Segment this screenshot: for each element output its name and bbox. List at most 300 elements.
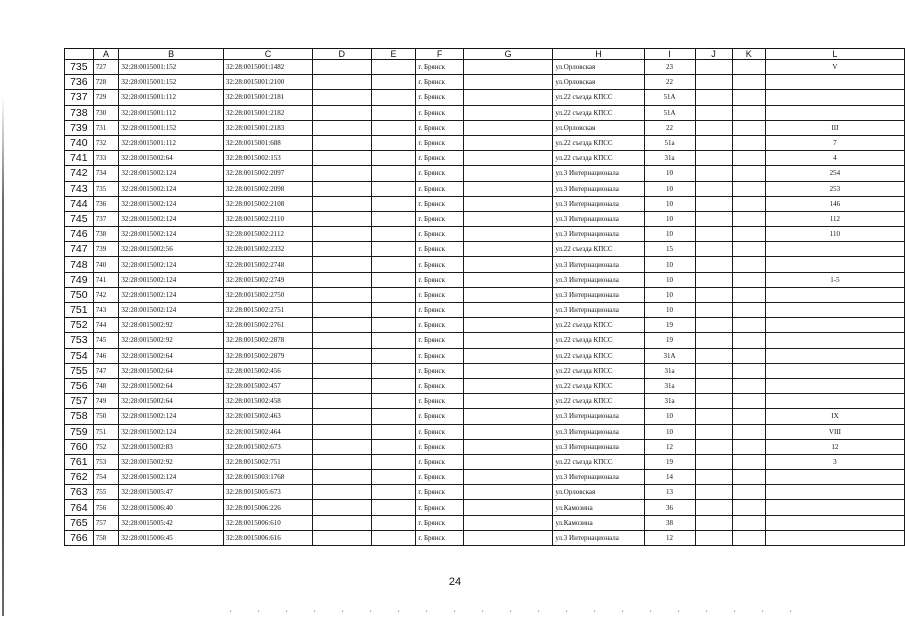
cell-e bbox=[371, 151, 416, 166]
row-number: 745 bbox=[65, 211, 94, 226]
cell-l bbox=[765, 530, 904, 545]
cell-d bbox=[313, 227, 371, 242]
cell-c: 32:28:0015001:2183 bbox=[223, 120, 312, 135]
cell-a: 740 bbox=[93, 257, 119, 272]
cell-i: 36 bbox=[644, 500, 695, 515]
table-row bbox=[65, 363, 905, 378]
table-row bbox=[65, 120, 905, 135]
cell-i: 22 bbox=[644, 75, 695, 90]
cell-l bbox=[765, 394, 904, 409]
cell-j bbox=[695, 363, 732, 378]
cell-j bbox=[695, 120, 732, 135]
cell-b: 32:28:0015002:124 bbox=[119, 287, 224, 302]
cell-e bbox=[371, 181, 416, 196]
row-number: 736 bbox=[65, 75, 94, 90]
cell-c: 32:28:0015002:2097 bbox=[223, 166, 312, 181]
cell-d bbox=[313, 120, 371, 135]
table-row bbox=[65, 303, 905, 318]
cell-f: г. Брянск bbox=[416, 394, 463, 409]
cell-j bbox=[695, 90, 732, 105]
cell-i: 31а bbox=[644, 151, 695, 166]
cell-a: 737 bbox=[93, 211, 119, 226]
cell-e bbox=[371, 530, 416, 545]
cell-g bbox=[463, 363, 552, 378]
cell-a: 744 bbox=[93, 318, 119, 333]
cell-a: 752 bbox=[93, 439, 119, 454]
cell-c: 32:28:0015002:2751 bbox=[223, 303, 312, 318]
table-row bbox=[65, 227, 905, 242]
row-number: 759 bbox=[65, 424, 94, 439]
cell-a: 734 bbox=[93, 166, 119, 181]
row-number: 762 bbox=[65, 470, 94, 485]
cell-d bbox=[313, 181, 371, 196]
cell-c: 32:28:0015005:673 bbox=[223, 485, 312, 500]
cell-b: 32:28:0015002:64 bbox=[119, 378, 224, 393]
cell-h: ул.3 Интернационала bbox=[553, 530, 644, 545]
cell-b: 32:28:0015002:124 bbox=[119, 409, 224, 424]
cell-l: IX bbox=[765, 409, 904, 424]
cell-d bbox=[313, 333, 371, 348]
cell-c: 32:28:0015001:2100 bbox=[223, 75, 312, 90]
cell-h: ул.22 съезда КПСС bbox=[553, 333, 644, 348]
row-number: 764 bbox=[65, 500, 94, 515]
row-number: 738 bbox=[65, 105, 94, 120]
cell-a: 751 bbox=[93, 424, 119, 439]
cell-h: ул.22 съезда КПСС bbox=[553, 394, 644, 409]
table-row bbox=[65, 348, 905, 363]
cell-e bbox=[371, 303, 416, 318]
cell-c: 32:28:0015002:2879 bbox=[223, 348, 312, 363]
cell-c: 32:28:0015006:616 bbox=[223, 530, 312, 545]
cell-f: г. Брянск bbox=[416, 75, 463, 90]
table-row bbox=[65, 196, 905, 211]
cell-k bbox=[732, 394, 765, 409]
cell-a: 756 bbox=[93, 500, 119, 515]
cell-e bbox=[371, 348, 416, 363]
table-row bbox=[65, 151, 905, 166]
row-number: 752 bbox=[65, 318, 94, 333]
cell-i: 10 bbox=[644, 303, 695, 318]
cell-c: 32:28:0015002:2112 bbox=[223, 227, 312, 242]
cell-j bbox=[695, 500, 732, 515]
cell-i: 38 bbox=[644, 515, 695, 530]
cell-f: г. Брянск bbox=[416, 166, 463, 181]
cell-h: ул.Камозина bbox=[553, 515, 644, 530]
cell-h: ул.3 Интернационала bbox=[553, 181, 644, 196]
table-row bbox=[65, 181, 905, 196]
cell-g bbox=[463, 394, 552, 409]
column-header-c: C bbox=[223, 49, 312, 60]
cell-b: 32:28:0015005:47 bbox=[119, 485, 224, 500]
cell-g bbox=[463, 485, 552, 500]
cell-d bbox=[313, 105, 371, 120]
cell-h: ул.3 Интернационала bbox=[553, 272, 644, 287]
row-number: 754 bbox=[65, 348, 94, 363]
cell-i: 10 bbox=[644, 287, 695, 302]
cell-d bbox=[313, 257, 371, 272]
cell-l bbox=[765, 500, 904, 515]
cell-d bbox=[313, 287, 371, 302]
cell-a: 758 bbox=[93, 530, 119, 545]
cell-j bbox=[695, 485, 732, 500]
cell-g bbox=[463, 75, 552, 90]
cell-f: г. Брянск bbox=[416, 181, 463, 196]
row-number: 761 bbox=[65, 454, 94, 469]
row-number: 737 bbox=[65, 90, 94, 105]
cell-e bbox=[371, 394, 416, 409]
cell-a: 743 bbox=[93, 303, 119, 318]
cell-k bbox=[732, 120, 765, 135]
cell-h: ул.3 Интернационала bbox=[553, 196, 644, 211]
cell-a: 733 bbox=[93, 151, 119, 166]
cell-h: ул.3 Интернационала bbox=[553, 303, 644, 318]
column-header-h: H bbox=[553, 49, 644, 60]
cell-c: 32:28:0015002:458 bbox=[223, 394, 312, 409]
cell-l bbox=[765, 485, 904, 500]
cell-a: 747 bbox=[93, 363, 119, 378]
header-corner bbox=[65, 49, 94, 60]
cell-j bbox=[695, 394, 732, 409]
cell-b: 32:28:0015002:124 bbox=[119, 166, 224, 181]
table-row bbox=[65, 530, 905, 545]
cell-g bbox=[463, 287, 552, 302]
cell-a: 728 bbox=[93, 75, 119, 90]
row-number: 758 bbox=[65, 409, 94, 424]
cell-g bbox=[463, 409, 552, 424]
row-number: 756 bbox=[65, 378, 94, 393]
cell-k bbox=[732, 75, 765, 90]
cell-g bbox=[463, 135, 552, 150]
cell-k bbox=[732, 470, 765, 485]
cell-a: 732 bbox=[93, 135, 119, 150]
cell-j bbox=[695, 303, 732, 318]
cell-l bbox=[765, 363, 904, 378]
cell-j bbox=[695, 151, 732, 166]
cell-c: 32:28:0015002:464 bbox=[223, 424, 312, 439]
row-number: 742 bbox=[65, 166, 94, 181]
cell-a: 746 bbox=[93, 348, 119, 363]
table-row bbox=[65, 105, 905, 120]
cell-d bbox=[313, 454, 371, 469]
cell-b: 32:28:0015001:112 bbox=[119, 135, 224, 150]
cell-g bbox=[463, 454, 552, 469]
cell-k bbox=[732, 242, 765, 257]
cell-j bbox=[695, 424, 732, 439]
cell-l: V bbox=[765, 60, 904, 75]
cell-h: ул.3 Интернационала bbox=[553, 257, 644, 272]
cell-k bbox=[732, 363, 765, 378]
cell-g bbox=[463, 303, 552, 318]
cell-d bbox=[313, 394, 371, 409]
cell-l bbox=[765, 378, 904, 393]
cell-k bbox=[732, 166, 765, 181]
cell-h: ул.22 съезда КПСС bbox=[553, 454, 644, 469]
cell-i: 51А bbox=[644, 105, 695, 120]
cell-k bbox=[732, 105, 765, 120]
cell-l: 112 bbox=[765, 211, 904, 226]
cell-k bbox=[732, 181, 765, 196]
cell-c: 32:28:0015001:2181 bbox=[223, 90, 312, 105]
cell-c: 32:28:0015002:2878 bbox=[223, 333, 312, 348]
cell-d bbox=[313, 90, 371, 105]
table-row bbox=[65, 394, 905, 409]
cell-i: 10 bbox=[644, 409, 695, 424]
cell-c: 32:28:0015002:2748 bbox=[223, 257, 312, 272]
cell-e bbox=[371, 90, 416, 105]
cell-b: 32:28:0015002:124 bbox=[119, 424, 224, 439]
cell-d bbox=[313, 211, 371, 226]
cell-l bbox=[765, 105, 904, 120]
cell-l: 12 bbox=[765, 439, 904, 454]
row-number: 739 bbox=[65, 120, 94, 135]
cell-j bbox=[695, 242, 732, 257]
column-header-f: F bbox=[416, 49, 463, 60]
cell-b: 32:28:0015002:56 bbox=[119, 242, 224, 257]
cell-f: г. Брянск bbox=[416, 257, 463, 272]
cell-i: 22 bbox=[644, 120, 695, 135]
cell-e bbox=[371, 120, 416, 135]
cell-k bbox=[732, 409, 765, 424]
cell-e bbox=[371, 166, 416, 181]
column-header-i: I bbox=[644, 49, 695, 60]
cell-g bbox=[463, 120, 552, 135]
cell-a: 749 bbox=[93, 394, 119, 409]
cell-k bbox=[732, 151, 765, 166]
cell-d bbox=[313, 166, 371, 181]
column-header-l: L bbox=[765, 49, 904, 60]
table-row bbox=[65, 424, 905, 439]
cell-f: г. Брянск bbox=[416, 439, 463, 454]
cell-f: г. Брянск bbox=[416, 515, 463, 530]
row-number: 747 bbox=[65, 242, 94, 257]
cell-f: г. Брянск bbox=[416, 151, 463, 166]
row-number: 744 bbox=[65, 196, 94, 211]
cell-k bbox=[732, 515, 765, 530]
cell-e bbox=[371, 227, 416, 242]
cell-i: 19 bbox=[644, 333, 695, 348]
table-row bbox=[65, 135, 905, 150]
cell-e bbox=[371, 257, 416, 272]
cell-h: ул.3 Интернационала bbox=[553, 424, 644, 439]
cell-h: ул.22 съезда КПСС bbox=[553, 135, 644, 150]
cell-b: 32:28:0015002:124 bbox=[119, 211, 224, 226]
row-number: 743 bbox=[65, 181, 94, 196]
cell-j bbox=[695, 454, 732, 469]
cell-c: 32:28:0015002:456 bbox=[223, 363, 312, 378]
cell-i: 31а bbox=[644, 363, 695, 378]
cell-g bbox=[463, 242, 552, 257]
cell-h: ул.Орловская bbox=[553, 75, 644, 90]
cell-c: 32:28:0015002:2098 bbox=[223, 181, 312, 196]
cell-l: 146 bbox=[765, 196, 904, 211]
row-number: 760 bbox=[65, 439, 94, 454]
cell-e bbox=[371, 318, 416, 333]
cell-g bbox=[463, 515, 552, 530]
table-row bbox=[65, 272, 905, 287]
table-row bbox=[65, 378, 905, 393]
cell-j bbox=[695, 196, 732, 211]
cell-b: 32:28:0015001:152 bbox=[119, 75, 224, 90]
cell-f: г. Брянск bbox=[416, 424, 463, 439]
cell-f: г. Брянск bbox=[416, 135, 463, 150]
cell-e bbox=[371, 454, 416, 469]
cell-b: 32:28:0015005:42 bbox=[119, 515, 224, 530]
page-number: 24 bbox=[448, 576, 462, 588]
cell-k bbox=[732, 257, 765, 272]
cell-e bbox=[371, 439, 416, 454]
cell-c: 32:28:0015002:457 bbox=[223, 378, 312, 393]
cell-f: г. Брянск bbox=[416, 90, 463, 105]
cell-l bbox=[765, 75, 904, 90]
cell-d bbox=[313, 242, 371, 257]
column-header-k: K bbox=[732, 49, 765, 60]
cell-c: 32:28:0015002:2750 bbox=[223, 287, 312, 302]
cell-g bbox=[463, 530, 552, 545]
cell-e bbox=[371, 211, 416, 226]
cell-j bbox=[695, 378, 732, 393]
cell-j bbox=[695, 105, 732, 120]
table-row bbox=[65, 287, 905, 302]
cell-h: ул.22 съезда КПСС bbox=[553, 105, 644, 120]
column-header-d: D bbox=[313, 49, 371, 60]
cell-f: г. Брянск bbox=[416, 363, 463, 378]
cell-f: г. Брянск bbox=[416, 272, 463, 287]
row-number: 750 bbox=[65, 287, 94, 302]
cell-f: г. Брянск bbox=[416, 409, 463, 424]
cell-h: ул.22 съезда КПСС bbox=[553, 151, 644, 166]
scan-noise bbox=[230, 610, 810, 612]
cell-g bbox=[463, 348, 552, 363]
cell-j bbox=[695, 318, 732, 333]
cell-b: 32:28:0015002:124 bbox=[119, 257, 224, 272]
column-header-e: E bbox=[371, 49, 416, 60]
table-row bbox=[65, 166, 905, 181]
cell-k bbox=[732, 272, 765, 287]
table-row bbox=[65, 90, 905, 105]
cell-c: 32:28:0015002:153 bbox=[223, 151, 312, 166]
cell-f: г. Брянск bbox=[416, 227, 463, 242]
cell-l bbox=[765, 90, 904, 105]
cell-f: г. Брянск bbox=[416, 105, 463, 120]
cell-i: 10 bbox=[644, 227, 695, 242]
cell-f: г. Брянск bbox=[416, 530, 463, 545]
table-row bbox=[65, 515, 905, 530]
cell-d bbox=[313, 196, 371, 211]
cell-k bbox=[732, 348, 765, 363]
table-row bbox=[65, 485, 905, 500]
cell-e bbox=[371, 75, 416, 90]
cell-f: г. Брянск bbox=[416, 287, 463, 302]
table-row bbox=[65, 211, 905, 226]
cell-k bbox=[732, 135, 765, 150]
cell-i: 14 bbox=[644, 470, 695, 485]
cell-k bbox=[732, 303, 765, 318]
cell-g bbox=[463, 90, 552, 105]
row-number: 748 bbox=[65, 257, 94, 272]
cell-d bbox=[313, 363, 371, 378]
cell-a: 735 bbox=[93, 181, 119, 196]
cell-b: 32:28:0015006:45 bbox=[119, 530, 224, 545]
row-number: 740 bbox=[65, 135, 94, 150]
cell-l: 7 bbox=[765, 135, 904, 150]
cell-l bbox=[765, 257, 904, 272]
cell-e bbox=[371, 363, 416, 378]
cell-j bbox=[695, 515, 732, 530]
cell-e bbox=[371, 333, 416, 348]
cell-l bbox=[765, 348, 904, 363]
cell-j bbox=[695, 75, 732, 90]
cell-i: 51а bbox=[644, 135, 695, 150]
cell-b: 32:28:0015006:40 bbox=[119, 500, 224, 515]
cell-i: 12 bbox=[644, 530, 695, 545]
cell-g bbox=[463, 196, 552, 211]
cell-g bbox=[463, 166, 552, 181]
cell-c: 32:28:0015001:688 bbox=[223, 135, 312, 150]
cell-g bbox=[463, 211, 552, 226]
row-number: 753 bbox=[65, 333, 94, 348]
cell-a: 738 bbox=[93, 227, 119, 242]
cell-d bbox=[313, 60, 371, 75]
cell-i: 10 bbox=[644, 166, 695, 181]
cell-c: 32:28:0015002:2332 bbox=[223, 242, 312, 257]
cell-k bbox=[732, 485, 765, 500]
cell-k bbox=[732, 196, 765, 211]
cell-j bbox=[695, 60, 732, 75]
cell-h: ул.22 съезда КПСС bbox=[553, 348, 644, 363]
cell-e bbox=[371, 196, 416, 211]
cell-j bbox=[695, 530, 732, 545]
cell-a: 739 bbox=[93, 242, 119, 257]
cell-b: 32:28:0015002:92 bbox=[119, 454, 224, 469]
cell-l: 254 bbox=[765, 166, 904, 181]
cell-f: г. Брянск bbox=[416, 485, 463, 500]
cell-b: 32:28:0015002:124 bbox=[119, 227, 224, 242]
cell-h: ул.Орловская bbox=[553, 120, 644, 135]
cell-f: г. Брянск bbox=[416, 196, 463, 211]
cell-k bbox=[732, 530, 765, 545]
cell-d bbox=[313, 424, 371, 439]
cell-d bbox=[313, 303, 371, 318]
cell-c: 32:28:0015003:1768 bbox=[223, 470, 312, 485]
cell-j bbox=[695, 470, 732, 485]
cell-h: ул.22 съезда КПСС bbox=[553, 318, 644, 333]
cell-j bbox=[695, 409, 732, 424]
cell-l: 3 bbox=[765, 454, 904, 469]
cell-j bbox=[695, 166, 732, 181]
cell-k bbox=[732, 500, 765, 515]
cell-b: 32:28:0015002:124 bbox=[119, 181, 224, 196]
cell-k bbox=[732, 60, 765, 75]
cell-d bbox=[313, 75, 371, 90]
cell-h: ул.3 Интернационала bbox=[553, 227, 644, 242]
cell-c: 32:28:0015006:610 bbox=[223, 515, 312, 530]
cell-e bbox=[371, 424, 416, 439]
cell-k bbox=[732, 378, 765, 393]
cell-f: г. Брянск bbox=[416, 303, 463, 318]
cell-i: 15 bbox=[644, 242, 695, 257]
cell-k bbox=[732, 227, 765, 242]
table-row bbox=[65, 242, 905, 257]
cell-g bbox=[463, 257, 552, 272]
cell-i: 10 bbox=[644, 211, 695, 226]
cell-f: г. Брянск bbox=[416, 454, 463, 469]
row-number: 763 bbox=[65, 485, 94, 500]
cell-f: г. Брянск bbox=[416, 318, 463, 333]
cell-i: 51А bbox=[644, 90, 695, 105]
cell-b: 32:28:0015002:64 bbox=[119, 363, 224, 378]
cell-b: 32:28:0015002:64 bbox=[119, 151, 224, 166]
cell-e bbox=[371, 515, 416, 530]
